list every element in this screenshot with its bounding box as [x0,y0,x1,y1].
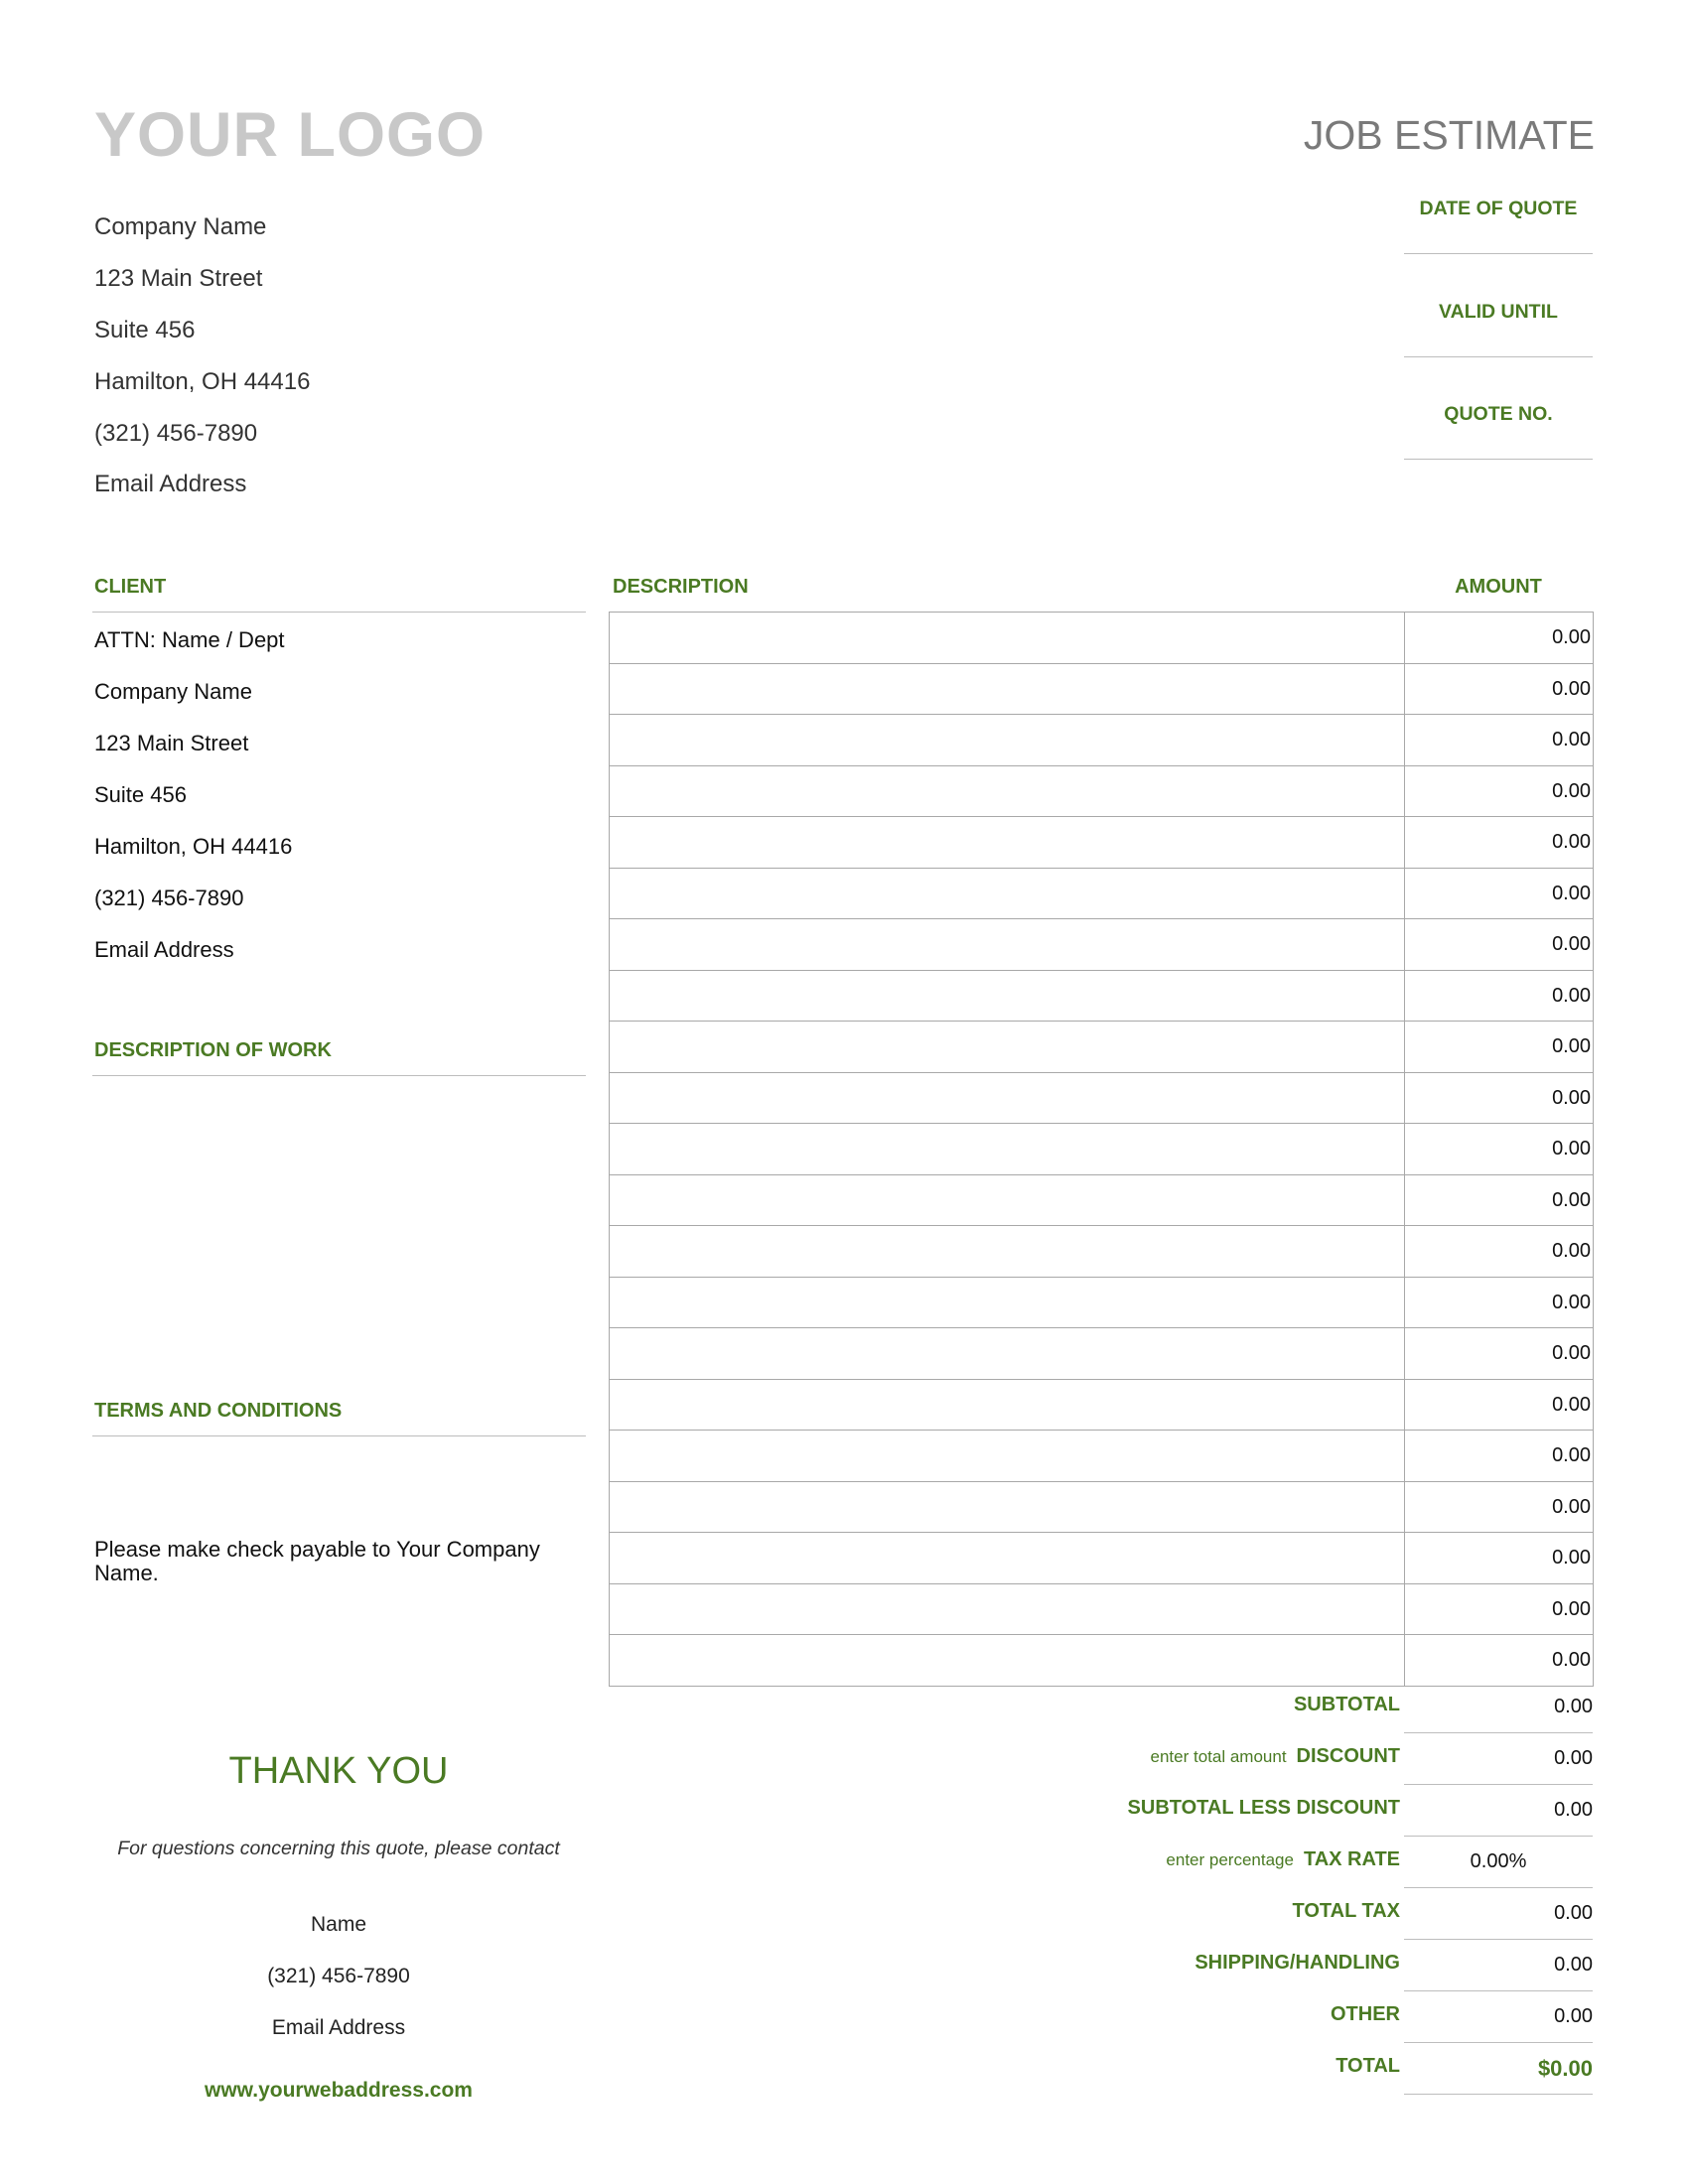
description-cell[interactable] [610,715,1405,765]
totals-hint: enter total amount [1150,1747,1287,1766]
amount-cell[interactable]: 0.00 [1552,1393,1591,1416]
totals-row-discount [993,1733,1593,1785]
description-cell[interactable] [610,1533,1405,1583]
table-row [610,613,1593,664]
client-company: Company Name [94,679,252,704]
totals-row-subtotal-less-discount [993,1785,1593,1837]
table-row [610,919,1593,971]
table-row [610,1175,1593,1227]
table-row [610,1431,1593,1482]
company-street: 123 Main Street [94,265,263,292]
totals-label-text: OTHER [1331,2003,1400,2025]
table-row [610,664,1593,716]
description-cell[interactable] [610,1584,1405,1635]
valid-until-label: VALID UNTIL [1439,301,1558,323]
totals-row-shipping-handling [993,1940,1593,1991]
client-divider [92,612,586,613]
totals-value[interactable]: 0.00 [1404,1785,1593,1837]
amount-cell[interactable]: 0.00 [1552,1547,1591,1569]
totals-label [1292,1900,1400,1923]
terms-heading: TERMS AND CONDITIONS [94,1400,343,1422]
amount-cell[interactable]: 0.00 [1552,1138,1591,1160]
description-cell[interactable] [610,1431,1405,1481]
amount-cell[interactable]: 0.00 [1552,677,1591,700]
terms-divider [92,1435,586,1436]
table-row [610,971,1593,1023]
totals-label-text: TAX RATE [1303,1848,1400,1870]
description-cell[interactable] [610,1073,1405,1124]
description-cell[interactable] [610,869,1405,919]
table-row [610,1584,1593,1636]
description-cell[interactable] [610,1380,1405,1431]
description-cell[interactable] [610,1635,1405,1686]
amount-cell[interactable]: 0.00 [1552,1188,1591,1211]
totals-value[interactable]: 0.00 [1404,1733,1593,1785]
table-row [610,817,1593,869]
thank-you-heading: THANK YOU [228,1750,449,1792]
totals-label [1195,1952,1400,1975]
line-items-table [609,612,1594,1687]
totals-value[interactable]: 0.00 [1404,1940,1593,1991]
totals-row-tax-rate [993,1837,1593,1888]
amount-column-header: AMOUNT [1455,576,1542,598]
totals-label [1294,1694,1400,1716]
description-cell[interactable] [610,1175,1405,1226]
totals-value[interactable]: 0.00 [1404,1888,1593,1940]
client-street: 123 Main Street [94,731,249,755]
table-row [610,1328,1593,1380]
quote-number-field[interactable] [1404,389,1593,460]
table-row [610,1533,1593,1584]
totals-value[interactable]: 0.00 [1404,1682,1593,1733]
amount-cell[interactable]: 0.00 [1552,1086,1591,1109]
amount-cell[interactable]: 0.00 [1552,1291,1591,1313]
amount-cell[interactable]: 0.00 [1552,933,1591,955]
totals-value[interactable]: $0.00 [1404,2043,1593,2095]
totals-label-text: SUBTOTAL LESS DISCOUNT [1127,1797,1400,1819]
totals-label-text: DISCOUNT [1296,1745,1400,1767]
description-cell[interactable] [610,817,1405,868]
table-row [610,1278,1593,1329]
amount-cell[interactable]: 0.00 [1552,779,1591,802]
company-name: Company Name [94,213,267,240]
description-cell[interactable] [610,1278,1405,1328]
description-cell[interactable] [610,766,1405,817]
amount-cell[interactable]: 0.00 [1552,1240,1591,1262]
company-suite: Suite 456 [94,317,196,343]
table-row [610,869,1593,920]
amount-cell[interactable]: 0.00 [1552,1035,1591,1057]
totals-hint: enter percentage [1166,1850,1294,1869]
table-row [610,1380,1593,1432]
totals-label-text: TOTAL [1336,2055,1400,2077]
document-title: JOB ESTIMATE [1303,112,1595,158]
totals-label [1166,1848,1400,1871]
amount-cell[interactable]: 0.00 [1552,882,1591,904]
amount-cell[interactable]: 0.00 [1552,1649,1591,1671]
contact-phone: (321) 456-7890 [267,1965,410,1987]
company-email: Email Address [94,471,247,497]
client-suite: Suite 456 [94,782,187,807]
website-link[interactable]: www.yourwebaddress.com [205,2079,473,2102]
table-row [610,1482,1593,1534]
totals-label-text: SUBTOTAL [1293,1694,1400,1715]
table-row [610,715,1593,766]
valid-until-field[interactable] [1404,287,1593,357]
totals-label [1151,1745,1400,1768]
totals-value[interactable]: 0.00 [1404,1991,1593,2043]
company-phone: (321) 456-7890 [94,420,258,447]
totals-row-subtotal [993,1682,1593,1733]
totals-row-total [993,2043,1593,2095]
date-of-quote-field[interactable] [1404,184,1593,254]
amount-cell[interactable]: 0.00 [1552,626,1591,648]
description-cell[interactable] [610,1328,1405,1379]
description-of-work-heading: DESCRIPTION OF WORK [94,1039,332,1061]
totals-label-text: TOTAL TAX [1292,1900,1400,1922]
totals-row-total-tax [993,1888,1593,1940]
company-city: Hamilton, OH 44416 [94,368,311,395]
description-cell[interactable] [610,664,1405,715]
table-row [610,1635,1593,1687]
client-email: Email Address [94,937,234,962]
amount-cell[interactable]: 0.00 [1552,831,1591,853]
description-of-work-divider [92,1075,586,1076]
totals-row-other [993,1991,1593,2043]
logo-placeholder: YOUR LOGO [94,100,487,170]
terms-text: Please make check payable to Your Company Name. [94,1537,540,1585]
client-phone: (321) 456-7890 [94,886,244,910]
amount-cell[interactable]: 0.00 [1552,1342,1591,1364]
totals-value[interactable]: 0.00% [1404,1837,1593,1888]
table-row [610,1124,1593,1175]
client-attn: ATTN: Name / Dept [94,627,285,652]
table-row [610,1073,1593,1125]
totals-label [1336,2055,1400,2078]
table-row [610,1022,1593,1073]
quote-number-label: QUOTE NO. [1444,403,1553,425]
table-row [610,766,1593,818]
client-city: Hamilton, OH 44416 [94,834,293,859]
description-cell[interactable] [610,971,1405,1022]
description-cell[interactable] [610,1226,1405,1277]
client-heading: CLIENT [94,576,167,598]
amount-cell[interactable]: 0.00 [1552,1597,1591,1620]
contact-email: Email Address [271,2016,406,2039]
description-cell[interactable] [610,613,1405,663]
amount-cell[interactable]: 0.00 [1552,984,1591,1007]
date-of-quote-label: DATE OF QUOTE [1419,198,1578,219]
description-column-header: DESCRIPTION [613,576,749,598]
totals-label-text: SHIPPING/HANDLING [1195,1952,1400,1974]
description-cell[interactable] [610,1482,1405,1533]
totals-label [1128,1797,1400,1820]
totals-label [1331,2003,1400,2026]
contact-note: For questions concerning this quote, please contact [117,1838,560,1859]
amount-cell[interactable]: 0.00 [1552,1495,1591,1518]
contact-name: Name [310,1913,367,1936]
amount-cell[interactable]: 0.00 [1552,1444,1591,1466]
table-row [610,1226,1593,1278]
description-cell[interactable] [610,1022,1405,1072]
description-cell[interactable] [610,1124,1405,1174]
amount-cell[interactable]: 0.00 [1552,729,1591,751]
description-cell[interactable] [610,919,1405,970]
